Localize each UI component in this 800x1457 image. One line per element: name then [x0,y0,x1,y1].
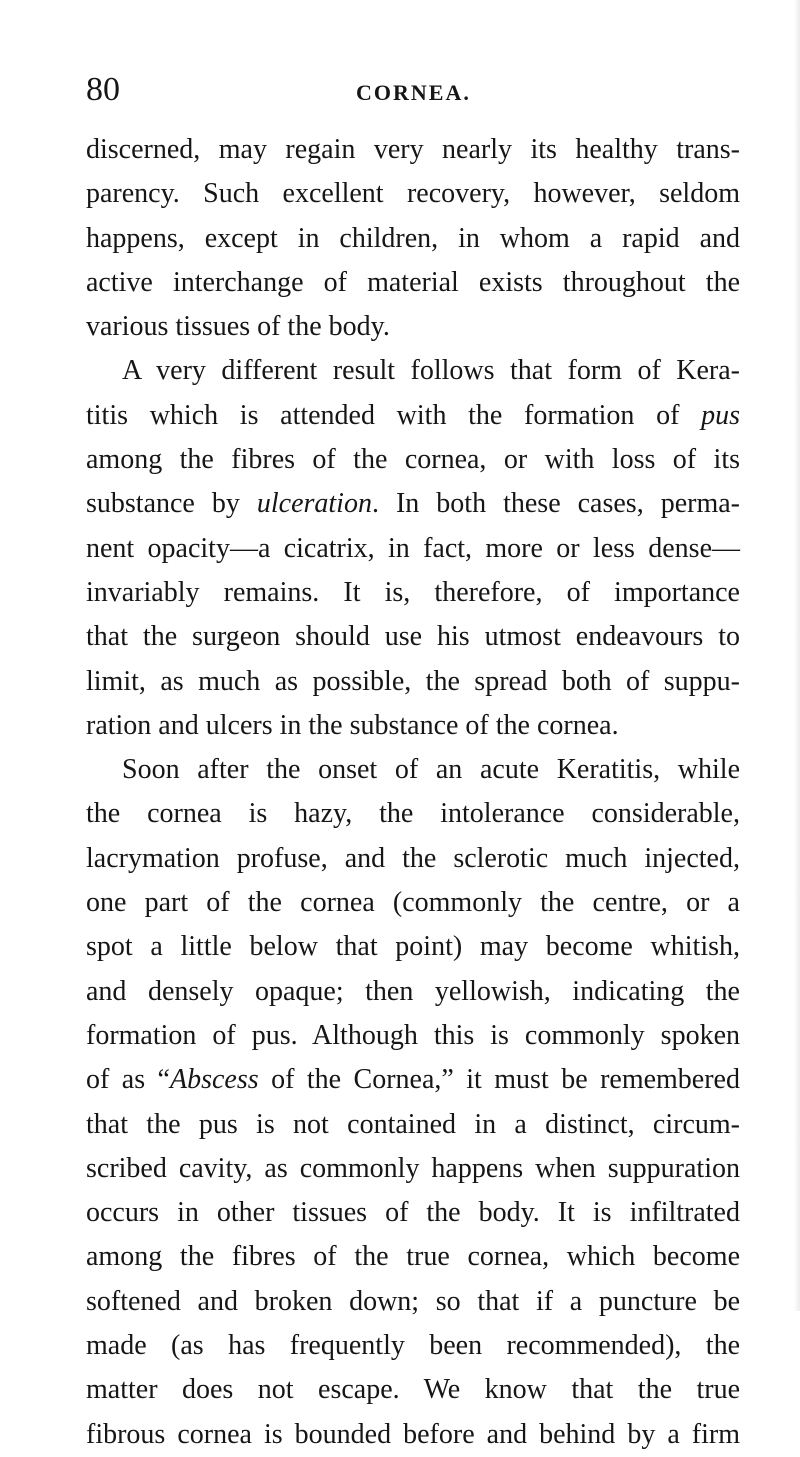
text-line [86,438,740,482]
text-line [86,1191,740,1235]
text-line [86,1147,740,1191]
text-line [86,172,740,216]
text-segment: of the Cornea,” it must be remembered [258,1064,740,1096]
text-line [86,261,740,305]
text-line [86,837,740,881]
text-segment: various tissues of the body. [86,311,390,343]
text-line [86,660,740,704]
text-segment: spot a little below that point) may become whitish, [86,931,740,963]
text-segment: parency. Such excellent recovery, however, seldom [86,178,740,210]
text-line [86,1235,740,1279]
text-segment: limit, as much as possible, the spread both of suppu- [86,665,740,697]
text-segment: fibrous cornea is bounded before and behind by a firm [86,1418,740,1450]
text-segment: discerned, may regain very nearly its healthy trans- [86,134,740,165]
page-edge-shadow [794,0,800,1311]
text-segment: scribed cavity, as commonly happens when suppuration [86,1152,740,1184]
text-line [86,1014,740,1058]
text-segment: made (as has frequently been recommended), the [86,1330,740,1362]
text-line [86,1280,740,1324]
text-line [86,970,740,1014]
text-segment: A very different result follows that form of Kera- [122,355,740,387]
page-number: 80 [86,71,120,108]
text-segment: one part of the cornea (commonly the centre, or a [86,887,740,919]
body-text [86,128,740,1457]
text-line [86,615,740,659]
text-line [86,792,740,836]
text-segment: substance by [86,488,257,520]
text-segment: occurs in other tissues of the body. It is infiltrated [86,1197,740,1229]
italic-text: ulceration [256,488,372,520]
text-segment: softened and broken down; so that if a puncture be [86,1285,740,1317]
text-line [86,349,740,393]
italic-text: Abscess [169,1064,259,1096]
running-head: CORNEA. [356,80,471,105]
text-line [86,128,740,172]
text-segment: . In both these cases, perma- [371,488,740,520]
text-segment: lacrymation profuse, and the sclerotic much injected, [86,842,740,874]
text-segment: and densely opaque; then yellowish, indicating the [86,975,740,1007]
text-line [86,571,740,615]
text-line [86,1058,740,1102]
text-line [86,482,740,526]
text-segment: that the surgeon should use his utmost endeavours to [86,621,740,653]
text-line [86,1413,740,1457]
italic-text: pus [701,399,740,431]
text-segment: happens, except in children, in whom a rapid and [86,222,740,254]
text-segment: Soon after the onset of an acute Keratitis, while [122,754,740,786]
text-line [86,704,740,748]
text-segment: among the fibres of the true cornea, which become [86,1241,740,1273]
text-segment: nent opacity—a cicatrix, in fact, more or less dense— [86,532,740,564]
text-segment: formation of pus. Although this is commonly spoken [86,1019,740,1051]
text-segment: ration and ulcers in the substance of the cornea. [86,709,619,741]
text-line [86,881,740,925]
text-line [86,305,740,349]
text-segment: titis which is attended with the formation of [86,399,702,431]
text-segment: that the pus is not contained in a distinct, circum- [86,1108,740,1140]
text-segment: among the fibres of the cornea, or with loss of its [86,444,740,476]
text-line [86,1103,740,1147]
page-header [86,70,740,110]
text-line [86,217,740,261]
text-segment: the cornea is hazy, the intolerance considerable, [86,798,740,830]
text-line [86,748,740,792]
text-segment: active interchange of material exists throughout the [86,266,740,298]
text-line [86,394,740,438]
text-segment: of as “ [86,1064,170,1096]
text-line [86,1324,740,1368]
text-segment: matter does not escape. We know that the true [86,1374,740,1406]
text-line [86,527,740,571]
text-line [86,1368,740,1412]
text-segment: invariably remains. It is, therefore, of importance [86,576,740,608]
text-line [86,925,740,969]
